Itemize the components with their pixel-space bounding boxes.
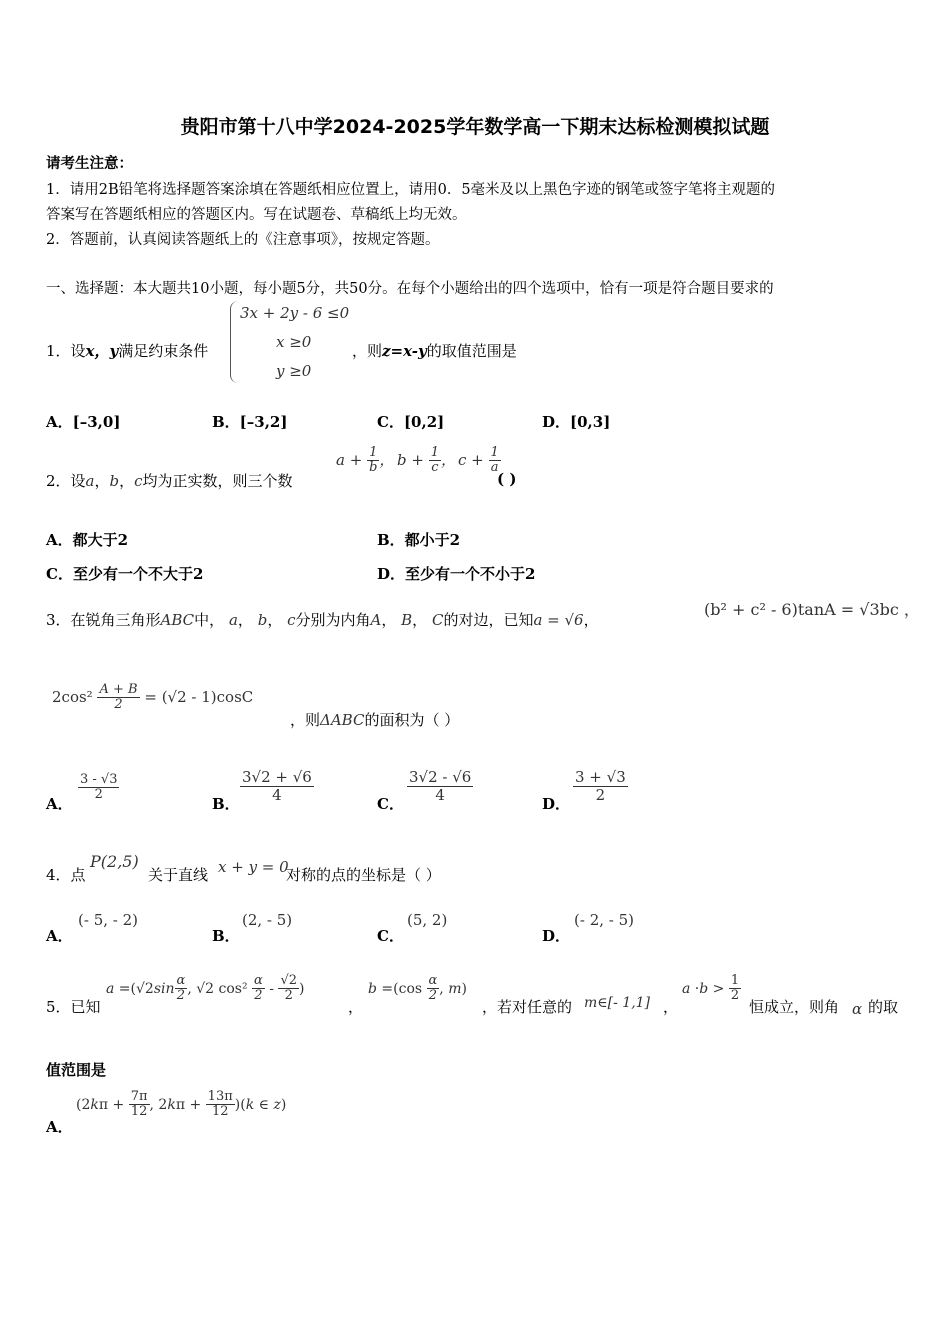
q4-mid: 关于直线 (148, 866, 209, 884)
q2-option-b: B．都小于2 (377, 531, 461, 549)
page-title: 贵阳市第十八中学2024-2025学年数学高一下期末达标检测模拟试题 (180, 116, 770, 138)
q2-option-d: D．至少有一个不小于2 (377, 565, 536, 583)
q1-option-d: D．[0,3] (542, 413, 611, 431)
q2-mid: 均为正实数，则三个数 (142, 472, 293, 490)
q1-option-c: C．[0,2] (377, 413, 445, 431)
q1-tail (352, 340, 517, 361)
q5-mid: ，若对任意的 (482, 998, 573, 1016)
q4-line: x + y = 0 (218, 858, 289, 876)
q5-alpha: α (852, 1000, 863, 1018)
q2-var-c: c (134, 472, 143, 490)
q3-option-c-value: $\frac{3√2 - √6}{4}$ (409, 768, 472, 804)
q5-line-2: 值范围是 (46, 1061, 107, 1079)
q3-t2: 中， (194, 611, 225, 629)
q3-eq3-right: = (√2 - 1)cosC (144, 687, 254, 706)
q5-prefix: 5．已知 (46, 998, 101, 1016)
q5-option-a-value: (2kπ + $\frac{7\pi}{12}$ , 2kπ + $\frac{13\pi}{12}$ )(k ∈ z) (76, 1089, 287, 1120)
q4-prefix: 4．点 (46, 866, 86, 884)
q4-option-d-value: (- 2, - 5) (574, 911, 634, 929)
q1-suffix: 的取值范围是 (426, 342, 517, 360)
q2-prefix: 2．设 (46, 472, 86, 490)
q1-mid: 满足约束条件 (118, 342, 209, 360)
q3-eq3: 2cos² $\frac{A + B}{2}$ = (√2 - 1)cosC (52, 682, 254, 713)
q3-option-b-label: B． (212, 795, 240, 813)
notice-line-3: 2．答题前，认真阅读答题纸上的《注意事项》，按规定答题。 (46, 232, 440, 248)
q5-comma: ， (348, 998, 364, 1016)
q3-t3: 分别为内角 (295, 611, 371, 629)
q3-t6: 的面积为（ ） (364, 711, 460, 729)
q5-vector-b: b =(cos $\frac{\alpha}{2}$ , m) (368, 973, 467, 1004)
q1-stem (46, 340, 208, 361)
q4-option-a-label: A． (46, 927, 73, 945)
q4-option-b-label: B． (212, 927, 240, 945)
q5-inequality: a ·b > $\frac{1}{2}$ (682, 973, 740, 1004)
q1-vars: x，y (85, 342, 119, 360)
q3-triangle: ΔABC (320, 711, 365, 729)
q4-option-a-value: (- 5, - 2) (78, 911, 138, 929)
q3-eq2: (b² + c² - 6)tanA = √3bc ， (704, 600, 920, 619)
q4-point: P(2,5) (90, 852, 139, 871)
q3-option-a-label: A． (46, 795, 73, 813)
notice-line-2: 答案写在答题纸相应的答题区内。写在试题卷、草稿纸上均无效。 (46, 207, 467, 223)
q3-t4: 的对边，已知 (443, 611, 534, 629)
q2-option-c: C．至少有一个不大于2 (46, 565, 204, 583)
q3-eq2-text: (b² + c² - 6)tanA = √3bc (704, 600, 899, 619)
q3-stem-2 (290, 709, 459, 730)
section-heading: 一、选择题：本大题共10小题，每小题5分，共50分。在每个小题给出的四个选项中，恰有一项是符合题目要求的 (46, 281, 774, 297)
q3-option-a-value: $\frac{3 - √3}{2}$ (80, 772, 118, 803)
q3-option-c-label: C． (377, 795, 404, 813)
q1-z: z=x-y (382, 342, 427, 360)
q1-constraint-3: y ≥0 (276, 362, 312, 380)
q4-option-b-value: (2, - 5) (242, 911, 293, 929)
q3-t5: ，则 (290, 711, 321, 729)
q5-tail: 的取 (868, 998, 899, 1016)
q2-var-a: a (85, 472, 95, 490)
notice-line-1: 1．请用2B铅笔将选择题答案涂填在答题纸相应位置上，请用0．5毫米及以上黑色字迹的钢笔或签字笔将主观题的 (46, 182, 776, 198)
q3-option-d-value: $\frac{3 + √3}{2}$ (575, 768, 626, 804)
q1-suffix-pre: ，则 (352, 342, 383, 360)
q3-stem-1: 3．在锐角三角形ABC中， a， b， c分别为内角A， B， C的对边，已知a = √6， (46, 611, 599, 629)
q1-option-a: A．[–3,0] (46, 413, 121, 431)
q4-option-c-value: (5, 2) (407, 911, 448, 929)
q1-option-b: B．[–3,2] (212, 413, 288, 431)
q3-eq3-left: 2cos² (52, 687, 93, 706)
q3-option-b-value: $\frac{3√2 + √6}{4}$ (242, 768, 312, 804)
q2-expr-2: b + $\frac{1}{c}$ ， (397, 445, 457, 476)
q3-option-d-label: D． (542, 795, 571, 813)
q5-m-range: m∈[- 1,1] (584, 995, 651, 1011)
notice-heading: 请考生注意： (46, 155, 133, 172)
q2-option-a: A．都大于2 (46, 531, 129, 549)
q2-expr-1: a + $\frac{1}{b}$ ， (336, 445, 395, 476)
q1-prefix: 1．设 (46, 342, 86, 360)
q2-var-b: b (109, 472, 120, 490)
q3-t1: 3．在锐角三角形 (46, 611, 161, 629)
q4-tail: 对称的点的坐标是（ ） (286, 866, 441, 884)
q1-constraint-1: 3x + 2y - 6 ≤0 (240, 304, 350, 322)
q4-option-d-label: D． (542, 927, 571, 945)
q1-constraint-2: x ≥0 (276, 333, 312, 351)
q5-comma-2: ， (663, 998, 679, 1016)
q5-vector-a: a =(√2sin $\frac{\alpha}{2}$ , √2 cos² $\frac{\alpha}{2}$ - $\frac{√2}{2}$ ) (106, 973, 305, 1004)
q5-option-a-label: A． (46, 1118, 73, 1136)
q4-option-c-label: C． (377, 927, 404, 945)
q2-stem: 2．设a，b，c均为正实数，则三个数 (46, 472, 293, 490)
q3-eq1: a = √6 (533, 611, 584, 629)
q5-cond: 恒成立，则角 (749, 998, 840, 1016)
q2-expr-3: c + $\frac{1}{a}$ (458, 445, 499, 476)
q2-tail: ( ) (497, 470, 517, 488)
q3-abc: ABC (160, 611, 195, 629)
